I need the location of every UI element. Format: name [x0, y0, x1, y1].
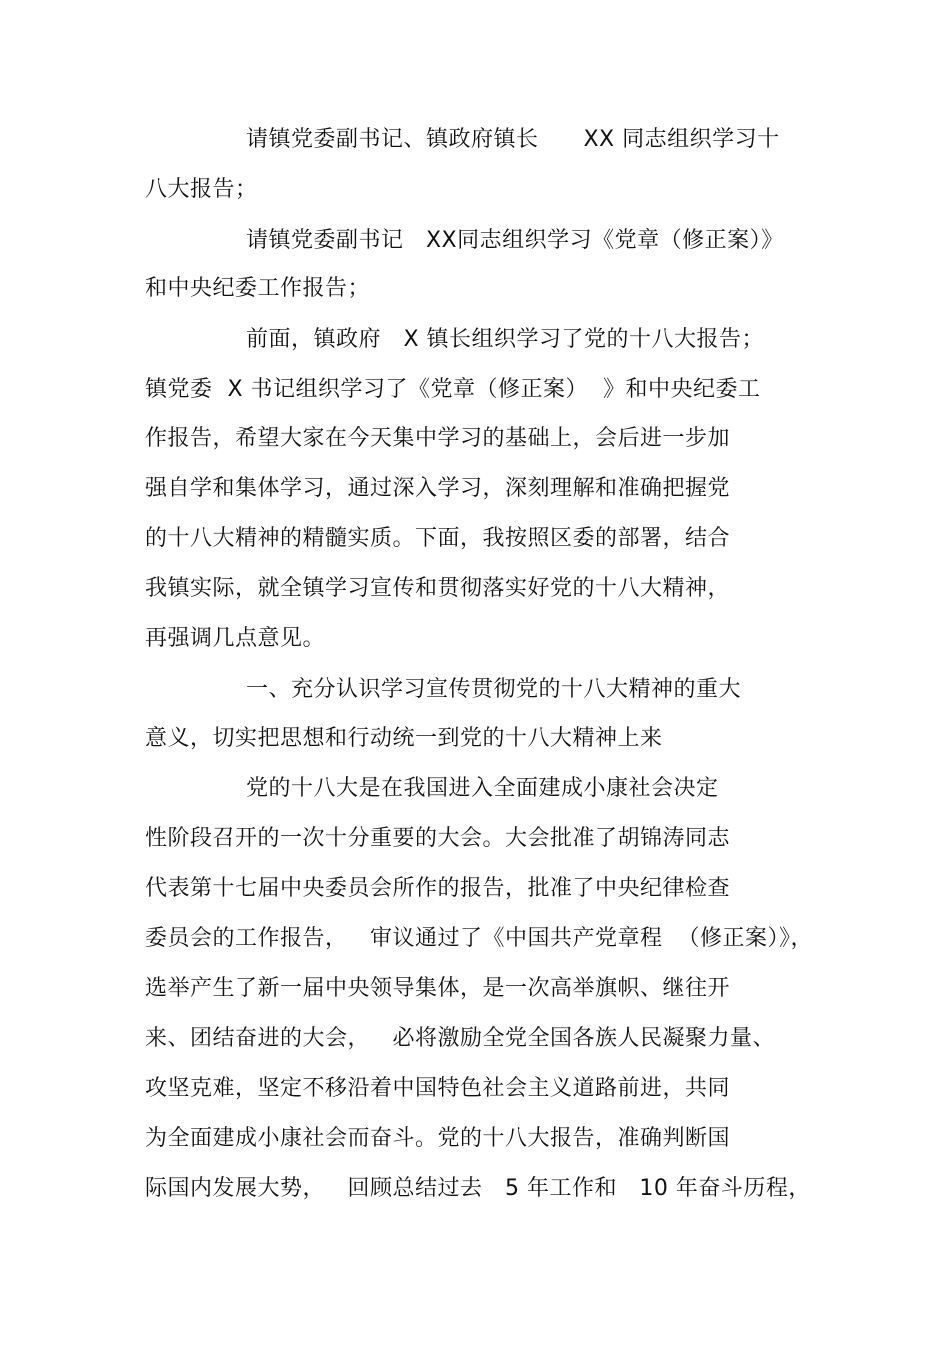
text-line: 我镇实际，就全镇学习宣传和贯彻落实好党的十八大精神， [145, 576, 731, 601]
text-line: 代表第十七届中央委员会所作的报告，批准了中央纪律检查 [145, 876, 731, 901]
text-line: 请镇党委副书记 XX同志组织学习《党章（修正案）》 [246, 228, 784, 253]
text-line: 镇党委 X 书记组织学习了《党章（修正案） 》和中央纪委工 [145, 377, 761, 402]
section-heading-line: 意义，切实把思想和行动统一到党的十八大精神上来 [145, 726, 663, 751]
text-line: 前面，镇政府 X 镇长组织学习了党的十八大报告； [246, 327, 765, 352]
section-heading-line: 一、充分认识学习宣传贯彻党的十八大精神的重大 [246, 677, 742, 702]
text-line: 强自学和集体学习，通过深入学习，深刻理解和准确把握党 [145, 476, 731, 501]
text-line: 委员会的工作报告， 审议通过了《中国共产党章程 （修正案）》， [145, 926, 813, 951]
text-line: 攻坚克难，坚定不移沿着中国特色社会主义道路前进，共同 [145, 1076, 731, 1101]
text-line: 性阶段召开的一次十分重要的大会。大会批准了胡锦涛同志 [145, 826, 731, 851]
text-line: 和中央纪委工作报告； [145, 276, 371, 301]
text-line: 八大报告； [145, 177, 258, 202]
text-line: 的十八大精神的精髓实质。下面，我按照区委的部署，结合 [145, 526, 731, 551]
text-line: 党的十八大是在我国进入全面建成小康社会决定 [246, 776, 719, 801]
text-line: 再强调几点意见。 [145, 626, 326, 651]
text-line: 际国内发展大势， 回顾总结过去 5 年工作和 10 年奋斗历程， [145, 1176, 811, 1201]
text-line: 来、团结奋进的大会， 必将激励全党全国各族人民凝聚力量、 [145, 1026, 775, 1051]
text-line: 请镇党委副书记、镇政府镇长 XX 同志组织学习十 [246, 127, 780, 152]
text-line: 为全面建成小康社会而奋斗。党的十八大报告，准确判断国 [145, 1126, 731, 1151]
text-line: 选举产生了新一届中央领导集体，是一次高举旗帜、继往开 [145, 976, 731, 1001]
text-line: 作报告，希望大家在今天集中学习的基础上，会后进一步加 [145, 426, 731, 451]
